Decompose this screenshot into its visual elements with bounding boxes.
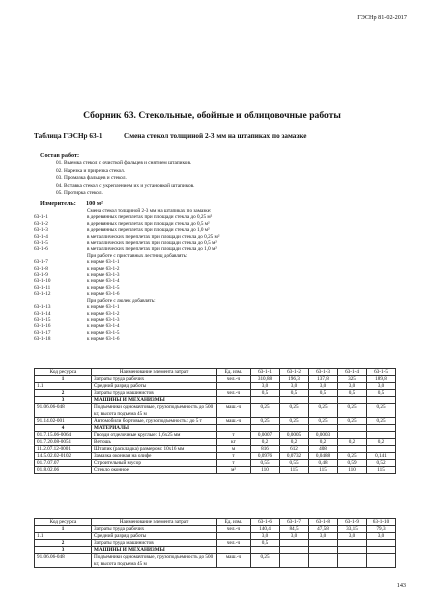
resource-value: 47,58 [309, 526, 338, 533]
operation-item: 03. Промазка фальцев и стекол. [56, 175, 127, 182]
table-row [35, 438, 396, 445]
norm-text: в деревянных переплетах при площади стекла до 1,0 м² [87, 227, 210, 234]
resource-value [338, 554, 367, 567]
table-header-row [35, 519, 396, 526]
resource-value: 189,8 [367, 376, 396, 383]
norm-text: к норме 63-1-5 [87, 284, 120, 291]
resource-value: 612 [280, 446, 309, 453]
resource-code: 1.1 [35, 383, 92, 390]
resource-code: 3 [35, 547, 92, 554]
resource-value [280, 540, 309, 547]
column-header: 63-1-7 [280, 519, 309, 526]
resource-value: 110 [338, 467, 367, 474]
resource-unit [217, 424, 251, 431]
resource-value: 0,5 [280, 390, 309, 397]
table-row [35, 467, 396, 474]
resource-value: 0,0976 [251, 453, 280, 460]
resource-value [280, 554, 309, 567]
resource-value [338, 424, 367, 431]
resource-code: 01.7.15.06-0064 [35, 431, 92, 438]
norm-code: 63-1-7 [34, 259, 48, 266]
operation-item: 05. Протирка стекол. [56, 190, 103, 197]
norm-code: 63-1-9 [34, 272, 48, 279]
resource-value [338, 397, 367, 404]
column-header: 63-1-1 [251, 369, 280, 376]
resource-value [338, 431, 367, 438]
resource-value: 3,0 [280, 533, 309, 540]
resource-name: Подъемники одномачтовые, грузоподъемность до 500 кг, высота подъема 45 м [92, 554, 217, 567]
resource-value: 3,0 [367, 533, 396, 540]
resource-code: 01.7.20.08-0051 [35, 438, 92, 445]
resource-value: 0,5 [367, 390, 396, 397]
resource-code: 91.06.06-048 [35, 554, 92, 567]
resource-value: 0,55 [251, 460, 280, 467]
resources-table-2 [34, 518, 396, 568]
resource-value: 110 [251, 467, 280, 474]
norm-text: в металлических переплетах при площади стекла до 0,25 м² [87, 233, 220, 240]
resource-value [251, 547, 280, 554]
operation-item: 04. Вставка стекол с укреплением их и установкой штапиков. [56, 182, 195, 189]
table-row [35, 376, 396, 383]
resource-unit: т [217, 453, 251, 460]
table-row [35, 417, 396, 424]
measure-value: 100 м² [86, 200, 103, 207]
table-row [35, 390, 396, 397]
norm-text: в металлических переплетах при площади стекла до 1,0 м² [87, 246, 217, 253]
resource-value: 3,0 [251, 383, 280, 390]
resource-value: 3,0 [367, 383, 396, 390]
table-caption: Смена стекол толщиной 2-3 мм на штапиках по замазке [124, 132, 307, 140]
table-row [35, 554, 396, 567]
resource-unit: маш.-ч [217, 554, 251, 567]
resource-value: 0,25 [309, 404, 338, 417]
norm-text: к норме 63-1-2 [87, 310, 120, 317]
table-header-row [35, 369, 396, 376]
norm-code: 63-1-11 [34, 284, 51, 291]
resource-name: МАТЕРИАЛЫ [92, 424, 217, 431]
resource-unit: маш.-ч [217, 404, 251, 417]
resource-value: 0,2 [309, 438, 338, 445]
resource-name: Стекло оконное [92, 467, 217, 474]
resource-name: МАШИНЫ И МЕХАНИЗМЫ [92, 547, 217, 554]
resources-table-1 [34, 368, 396, 474]
measure-label: Измеритель: [40, 200, 76, 207]
table-row [35, 397, 396, 404]
resource-value: 0,0005 [280, 431, 309, 438]
collection-title: Сборник 63. Стекольные, обойные и облицовочные работы [83, 110, 341, 121]
table-row [35, 540, 396, 547]
resource-unit [217, 533, 251, 540]
resource-name: Подъемники одномачтовые, грузоподъемность до 500 кг, высота подъема 45 м [92, 404, 217, 417]
norm-code: 63-1-8 [34, 265, 48, 272]
column-header: 63-1-3 [309, 369, 338, 376]
table-row [35, 460, 396, 467]
resource-name: Автомобили бортовые, грузоподъемность: до 5 т [92, 417, 217, 424]
norm-code: 63-1-5 [34, 240, 48, 247]
resource-unit: кг [217, 438, 251, 445]
resource-value [338, 446, 367, 453]
resource-value: 0,5 [251, 390, 280, 397]
resource-value: 0,0007 [251, 431, 280, 438]
resource-name: Штапик (раскладка) размером: 10х16 мм [92, 446, 217, 453]
column-header: Ед. изм. [217, 369, 251, 376]
resource-code: 14.5.02.02-0102 [35, 453, 92, 460]
resource-value [280, 397, 309, 404]
resource-value: 0,2 [367, 438, 396, 445]
column-header: Ед. изм. [217, 519, 251, 526]
table-row [35, 424, 396, 431]
resource-value [367, 554, 396, 567]
resource-value [251, 424, 280, 431]
resource-name: МАШИНЫ И МЕХАНИЗМЫ [92, 397, 217, 404]
resource-code: 91.06.06-048 [35, 404, 92, 417]
resource-value: 325 [338, 376, 367, 383]
norm-text: к норме 63-1-2 [87, 265, 120, 272]
resource-value: 0,25 [338, 417, 367, 424]
resource-value: 115 [309, 467, 338, 474]
resource-unit: т [217, 431, 251, 438]
resource-name: Затраты труда рабочих [92, 526, 217, 533]
resource-name: Затраты труда машинистов [92, 540, 217, 547]
resource-value [280, 424, 309, 431]
resource-unit [217, 397, 251, 404]
norm-text: При работе с люлек добавлять: [87, 297, 156, 304]
resource-unit: м² [217, 467, 251, 474]
resource-unit [217, 547, 251, 554]
resource-value [367, 397, 396, 404]
column-header: Код ресурса [35, 519, 92, 526]
resource-value: 0,2 [338, 438, 367, 445]
norm-code: 63-1-15 [34, 316, 51, 323]
resource-value: 0,25 [367, 404, 396, 417]
resource-value: 0,0003 [309, 431, 338, 438]
norm-code: 63-1-17 [34, 329, 51, 336]
resource-unit [217, 383, 251, 390]
resource-value: 3,0 [309, 383, 338, 390]
resource-value: 33,15 [338, 526, 367, 533]
resource-unit: чел.-ч [217, 526, 251, 533]
resource-name: Средний разряд работы [92, 383, 217, 390]
column-header: Код ресурса [35, 369, 92, 376]
operation-item: 01. Выемка стекол с очисткой фальцев и снятием штапиков. [56, 160, 192, 166]
resource-value [338, 540, 367, 547]
norm-code: 63-1-16 [34, 323, 51, 330]
resource-value [309, 424, 338, 431]
resource-value: 79,3 [367, 526, 396, 533]
resource-value: 196,3 [280, 376, 309, 383]
resource-value: 84,5 [280, 526, 309, 533]
resource-value: 0,2 [280, 438, 309, 445]
resource-value [367, 424, 396, 431]
resource-value: 3,0 [280, 383, 309, 390]
resource-code: 3 [35, 397, 92, 404]
norm-text: к норме 63-1-5 [87, 329, 120, 336]
resource-code: 01.8.02.06 [35, 467, 92, 474]
resource-value: 0,0488 [309, 453, 338, 460]
resource-value: 0,2 [251, 438, 280, 445]
norm-text: к норме 63-1-6 [87, 336, 120, 343]
composition-heading: Состав работ: [40, 152, 80, 159]
resource-value [367, 431, 396, 438]
resource-code: 01.7.07.07 [35, 460, 92, 467]
resource-name: Средний разряд работы [92, 533, 217, 540]
resource-value: 115 [280, 467, 309, 474]
norm-text: в металлических переплетах при площади стекла до 0,5 м² [87, 240, 217, 247]
column-header: Наименование элемента затрат [92, 519, 217, 526]
resource-unit: маш.-ч [217, 417, 251, 424]
page-number: 143 [396, 582, 406, 589]
operation-item: 02. Нарезка и прирезка стекол. [56, 167, 126, 174]
resource-value [338, 547, 367, 554]
resource-value: 0,25 [338, 453, 367, 460]
norm-text: к норме 63-1-6 [87, 291, 120, 298]
column-header: 63-1-2 [280, 369, 309, 376]
norm-code: 63-1-6 [34, 246, 48, 253]
resource-code: 1.1 [35, 533, 92, 540]
resource-unit: м [217, 446, 251, 453]
resource-value: 3,0 [251, 533, 280, 540]
table-name: Таблица ГЭСНр 63-1 [34, 132, 103, 140]
column-header: 63-1-9 [338, 519, 367, 526]
norm-code: 63-1-13 [34, 304, 51, 311]
resource-unit: т [217, 460, 251, 467]
resource-value [367, 547, 396, 554]
resource-value: 0,5 [338, 390, 367, 397]
resource-name: Затраты труда рабочих [92, 376, 217, 383]
resource-code: 2 [35, 540, 92, 547]
resource-value [309, 547, 338, 554]
resource-value: 816 [251, 446, 280, 453]
norm-text: в деревянных переплетах при площади стекла до 0,25 м² [87, 214, 213, 221]
norm-code: 63-1-3 [34, 227, 48, 234]
column-header: 63-1-8 [309, 519, 338, 526]
norm-code: 63-1-14 [34, 310, 51, 317]
resource-value: 137,8 [309, 376, 338, 383]
resource-value: 0,25 [338, 404, 367, 417]
resource-name: Замазка оконная на олифе [92, 453, 217, 460]
norm-text: к норме 63-1-3 [87, 316, 120, 323]
resource-value: 0,25 [367, 417, 396, 424]
resource-code: 4 [35, 424, 92, 431]
resource-value: 0,5 [309, 390, 338, 397]
norm-code: 63-1-1 [34, 214, 48, 221]
resource-unit: чел.-ч [217, 540, 251, 547]
norm-text: При работе с приставных лестниц добавлять: [87, 252, 188, 259]
norm-text: к норме 63-1-1 [87, 304, 120, 311]
resource-code: 91.14.02-001 [35, 417, 92, 424]
resource-unit: чел.-ч [217, 376, 251, 383]
resource-value: 0,55 [280, 460, 309, 467]
resource-value: 0,25 [309, 417, 338, 424]
norm-item [34, 336, 394, 342]
resource-value: 0,141 [367, 453, 396, 460]
resource-value: 115 [367, 467, 396, 474]
resource-value: 0,25 [280, 417, 309, 424]
table-row [35, 526, 396, 533]
norm-code: 63-1-2 [34, 220, 48, 227]
column-header: 63-1-6 [251, 519, 280, 526]
resource-value [251, 397, 280, 404]
resource-value: 0,25 [251, 417, 280, 424]
resource-value [309, 540, 338, 547]
table-row [35, 404, 396, 417]
column-header: 63-1-5 [367, 369, 396, 376]
resource-value: 3,0 [338, 533, 367, 540]
norm-text: к норме 63-1-4 [87, 278, 120, 285]
operations-list [56, 160, 195, 198]
resource-name: Затраты труда машинистов [92, 390, 217, 397]
resource-value: 0,25 [251, 554, 280, 567]
resource-value: 0,25 [280, 404, 309, 417]
resource-value: 3,0 [338, 383, 367, 390]
resource-value [367, 540, 396, 547]
column-header: 63-1-10 [367, 519, 396, 526]
resource-name: Гвозди отделочные круглые: 1,6х25 мм [92, 431, 217, 438]
resource-name: Ветошь [92, 438, 217, 445]
resource-code: 11.2.07.12-0001 [35, 446, 92, 453]
header-code: ГЭСНр 81-02-2017 [357, 14, 407, 21]
norm-code: 63-1-18 [34, 336, 51, 343]
resource-value: 0,52 [367, 460, 396, 467]
resource-code: 1 [35, 526, 92, 533]
resource-value [309, 397, 338, 404]
norm-text: Смена стекол толщиной 2-3 мм на штапиках по замазке: [87, 208, 212, 214]
resource-name: Строительный мусор [92, 460, 217, 467]
norm-text: в деревянных переплетах при площади стекла до 0,5 м² [87, 220, 210, 227]
table-row [35, 431, 396, 438]
norm-text: к норме 63-1-3 [87, 272, 120, 279]
resource-value [280, 547, 309, 554]
table-row [35, 533, 396, 540]
norms-list [34, 208, 394, 343]
table-row [35, 383, 396, 390]
resource-value: 0,59 [338, 460, 367, 467]
column-header: 63-1-4 [338, 369, 367, 376]
column-header: Наименование элемента затрат [92, 369, 217, 376]
resource-value: 140,4 [251, 526, 280, 533]
norm-code: 63-1-10 [34, 278, 51, 285]
table-row [35, 547, 396, 554]
resource-value: 0,5 [251, 540, 280, 547]
table-row [35, 453, 396, 460]
norm-text: к норме 63-1-1 [87, 259, 120, 266]
resource-value: 3,0 [309, 533, 338, 540]
resource-value: 0,0732 [280, 453, 309, 460]
norm-code: 63-1-12 [34, 291, 51, 298]
resource-unit: чел.-ч [217, 390, 251, 397]
resource-code: 1 [35, 376, 92, 383]
norm-code: 63-1-4 [34, 233, 48, 240]
resource-value: 0,25 [251, 404, 280, 417]
resource-value [309, 554, 338, 567]
resource-value: 0,48 [309, 460, 338, 467]
resource-value [367, 446, 396, 453]
table-row [35, 446, 396, 453]
norm-text: к норме 63-1-4 [87, 323, 120, 330]
resource-code: 2 [35, 390, 92, 397]
resource-value: 310,88 [251, 376, 280, 383]
resource-value: 408 [309, 446, 338, 453]
